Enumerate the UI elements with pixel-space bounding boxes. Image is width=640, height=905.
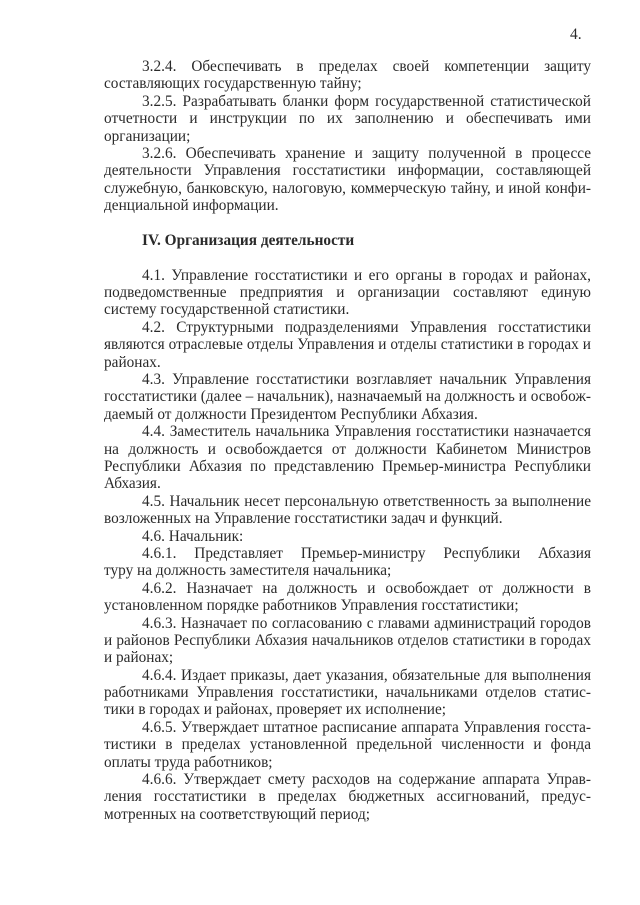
text-line: и районов Республики Абхазия начальников отделов статистики в городах [104, 631, 591, 649]
paragraphs-section-4 [104, 267, 591, 824]
text-line: установленном порядке работников Управления госстатистики; [104, 597, 519, 615]
text-line: возложенных на Управление госстатистики задач и функций. [104, 510, 503, 528]
text-line: 3.2.4. Обеспечивать в пределах своей компетенции защиту [142, 58, 591, 75]
paragraphs-section-3 [104, 58, 591, 215]
text-line: 4.6.5. Утверждает штатное расписание аппарата Управления госста- [142, 718, 591, 736]
text-line: 4.5. Начальник несет персональную ответственность за выполнение [142, 492, 591, 510]
text-line: районах. [104, 353, 161, 371]
text-line: на должность и освобождается от должности Кабинетом Министров [104, 440, 591, 458]
text-line: подведомственные предприятия и организации составляют единую [104, 284, 591, 302]
text-line: деятельности Управления госстатистики информации, составляющей [104, 162, 591, 180]
text-line: мотренных на соответствующий период; [104, 805, 370, 823]
text-line: служебную, банковскую, налоговую, коммерческую тайну, и иной конфи- [104, 179, 591, 197]
paragraph [104, 771, 591, 823]
text-line: ления госстатистики в пределах бюджетных ассигнований, предус- [104, 788, 591, 806]
text-line: 4.6.1. Представляет Премьер-министру Республики Абхазия [142, 544, 591, 562]
paragraph [104, 493, 591, 528]
text-line: 4.6.6. Утверждает смету расходов на содержание аппарата Управ- [142, 771, 591, 789]
text-line: оплаты труда работников; [104, 753, 273, 771]
text-line: тики в городах и районах, проверяет их исполнение; [104, 701, 447, 719]
paragraph [104, 267, 591, 319]
paragraph [104, 145, 591, 215]
text-line: составляющих государственную тайну; [104, 75, 362, 93]
text-line: и районах; [104, 649, 174, 667]
text-line: Республики Абхазия по представлению Премьер-министра Республики [104, 457, 591, 475]
text-line: организации; [104, 127, 191, 145]
text-line: денциальной информации. [104, 197, 279, 215]
text-line: тистики в пределах установленной предельной численности и фонда [104, 736, 591, 754]
paragraph [104, 423, 591, 493]
text-line: 4.1. Управление госстатистики и его органы в городах и районах, [142, 266, 591, 284]
text-line: 4.6.4. Издает приказы, дает указания, обязательные для выполнения [142, 666, 591, 684]
text-line: систему государственной статистики. [104, 301, 350, 319]
paragraph [104, 528, 591, 545]
text-line: 4.3. Управление госстатистики возглавляет начальник Управления [142, 371, 591, 389]
text-line: отчетности и инструкции по их заполнению и обеспечивать ими [104, 110, 591, 128]
text-line: 4.6.3. Назначает по согласованию с главами администраций городов [142, 614, 591, 632]
section-heading: IV. Организация деятельности [142, 231, 355, 249]
paragraph [104, 545, 591, 580]
document-body [104, 58, 591, 823]
text-line: Абхазия. [104, 475, 161, 493]
text-line: 4.4. Заместитель начальника Управления госстатистики назначается [142, 423, 591, 441]
paragraph [104, 580, 591, 615]
text-line: 3.2.6. Обеспечивать хранение и защиту полученной в процессе [142, 144, 591, 162]
paragraph [104, 93, 591, 145]
page-number: 4. [570, 26, 582, 43]
paragraph [104, 667, 591, 719]
text-line: работниками Управления госстатистики, начальниками отделов статис- [104, 684, 591, 702]
text-line: 3.2.5. Разрабатывать бланки форм государственной статистической [142, 92, 591, 110]
text-line: являются отраслевые отделы Управления и отделы статистики в городах и [104, 336, 591, 354]
text-line: госстатистики (далее – начальник), назначаемый на должность и освобож- [104, 388, 591, 406]
paragraph [104, 58, 591, 93]
paragraph [104, 719, 591, 771]
text-line: 4.6.2. Назначает на должность и освобождает от должности в [142, 579, 591, 597]
text-line: даемый от должности Президентом Республики Абхазия. [104, 405, 478, 423]
paragraph [104, 371, 591, 423]
paragraph [104, 319, 591, 371]
text-line: 4.6. Начальник: [142, 527, 244, 545]
text-line: 4.2. Структурными подразделениями Управления госстатистики [142, 318, 591, 336]
paragraph [104, 615, 591, 667]
text-line: туру на должность заместителя начальника; [104, 562, 392, 580]
